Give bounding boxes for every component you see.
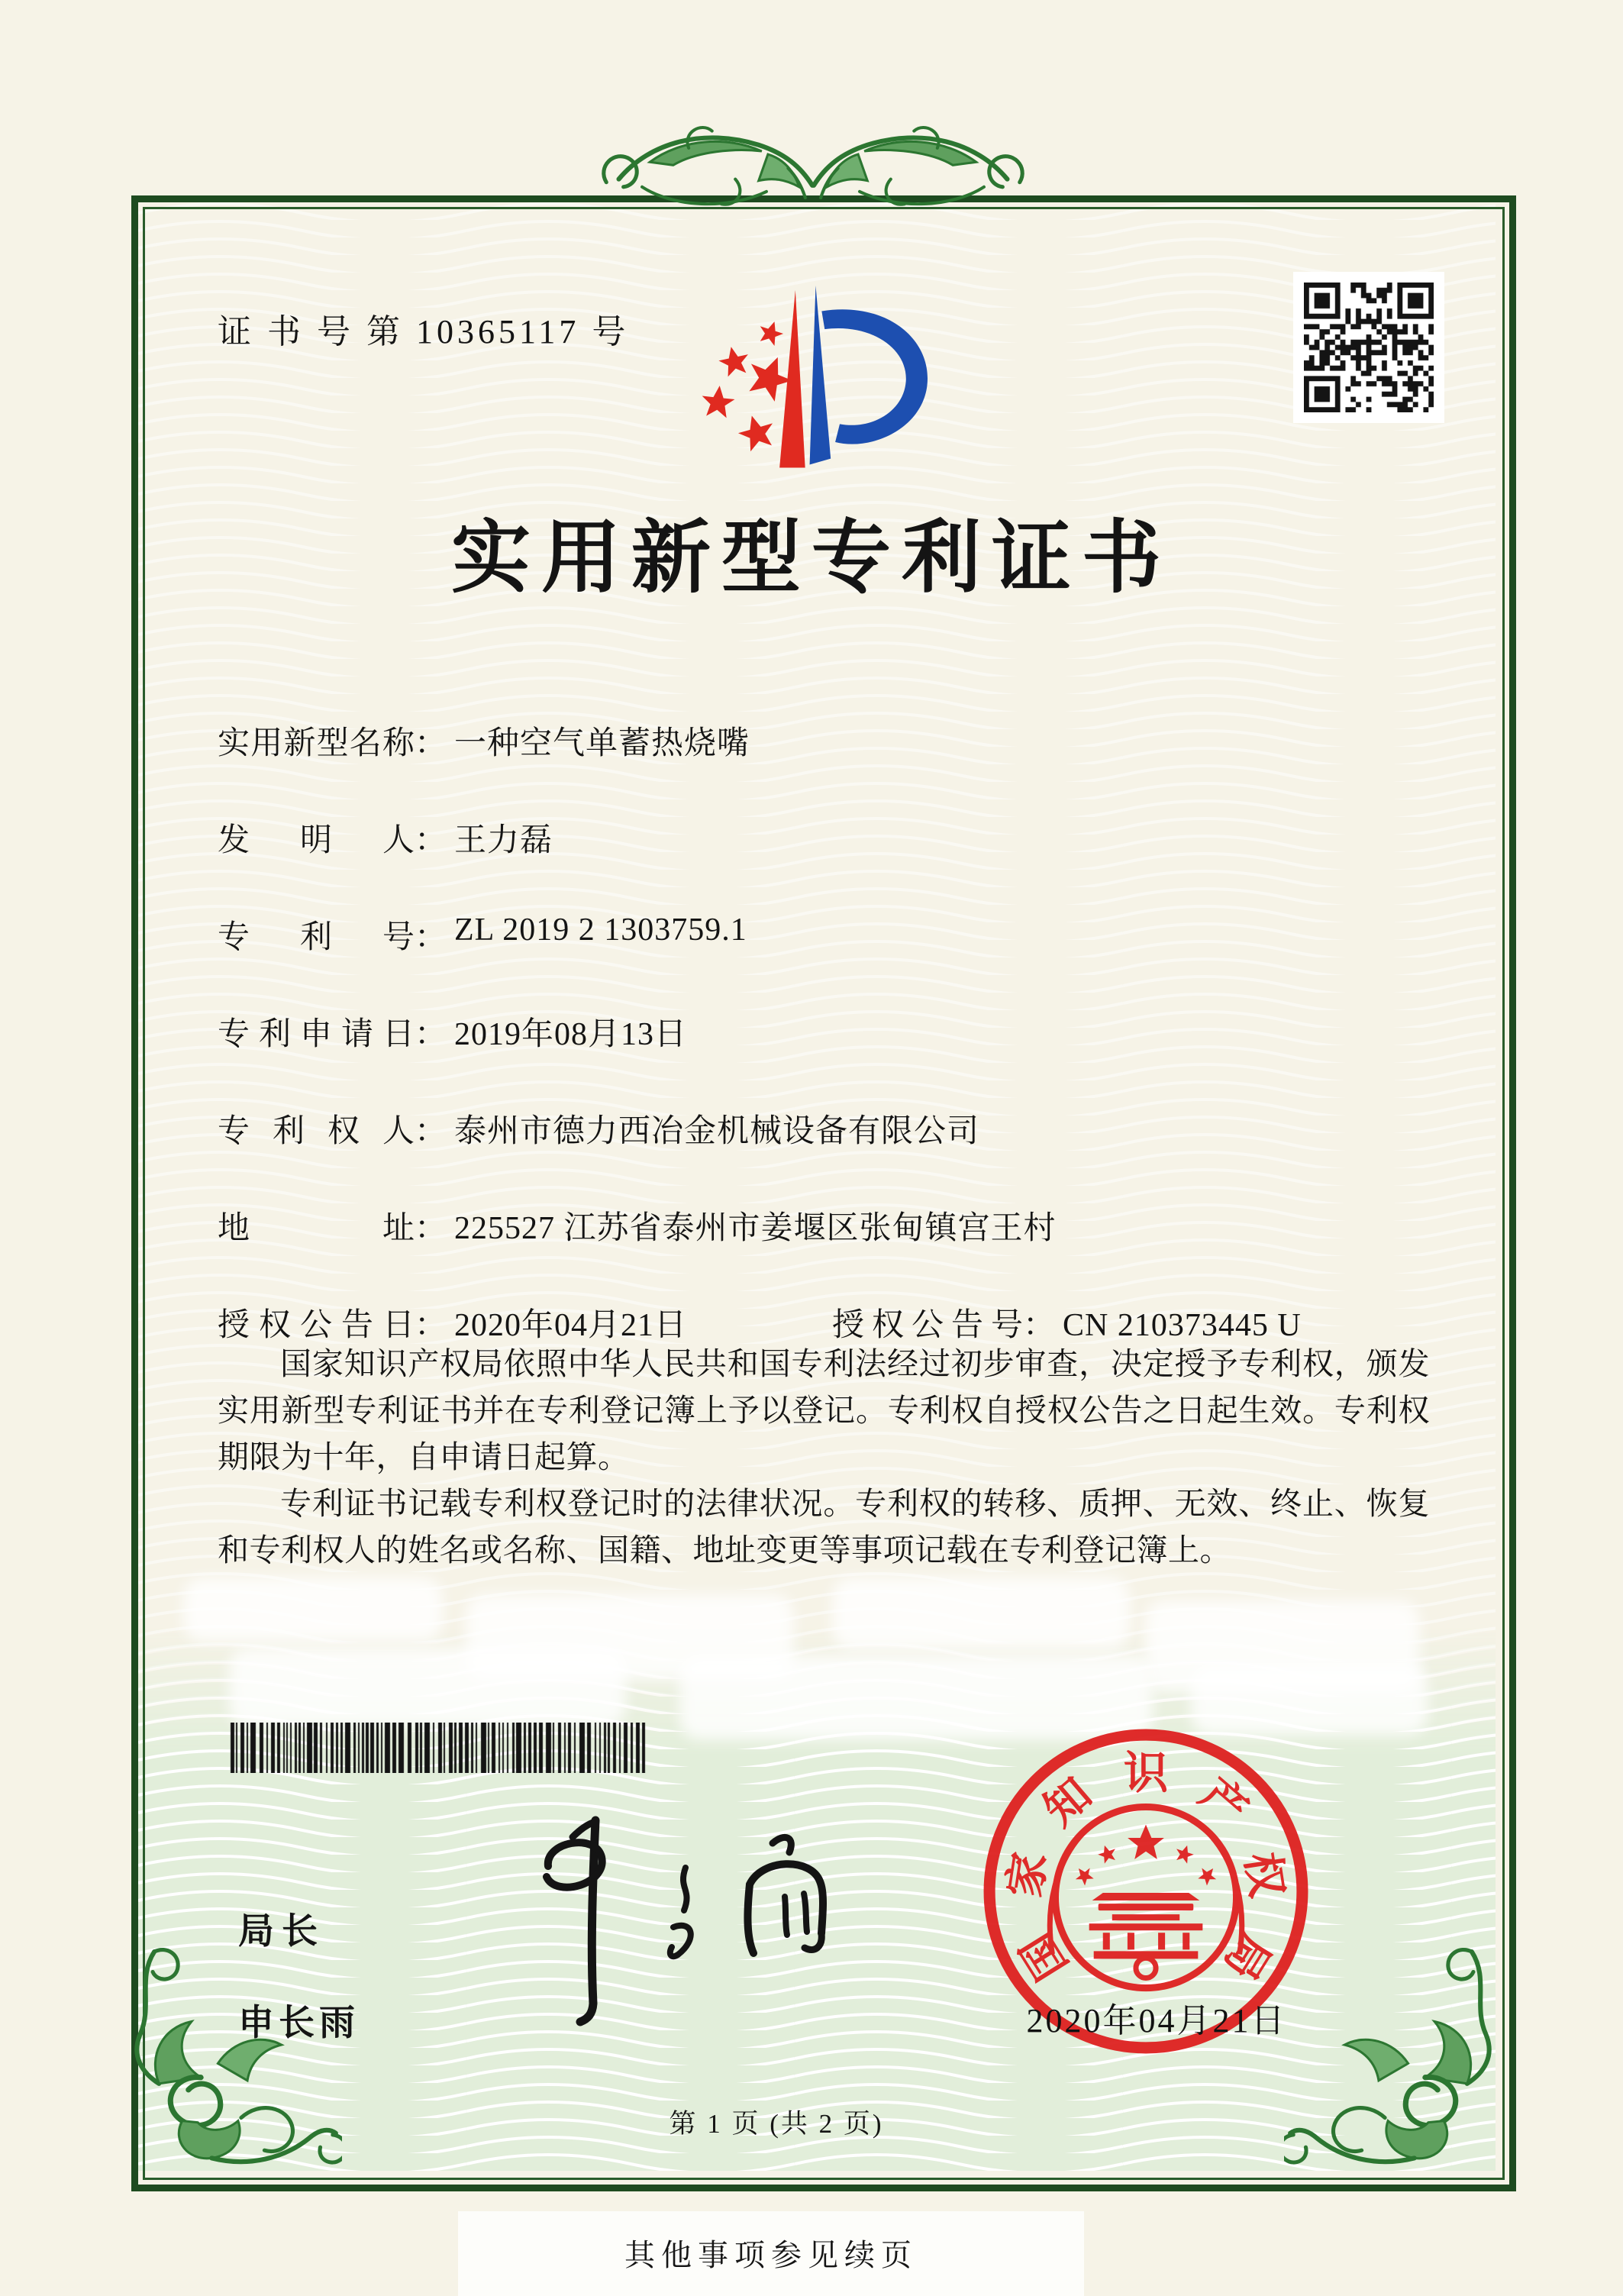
field-colon: ：: [415, 823, 447, 858]
top-center-flourish-ornament: [595, 107, 1031, 241]
field-value: 2020年04月21日: [454, 1308, 688, 1343]
svg-text:产: 产: [1190, 1768, 1257, 1836]
svg-text:识: 识: [1123, 1748, 1169, 1798]
footer-continuation-note: 其他事项参见续页: [624, 2238, 918, 2272]
legal-paragraph-1: 国家知识产权局依照中华人民共和国专利法经过初步审查，决定授予专利权，颁发实用新型专利证书并在专利登记簿上予以登记。专利权自授权公告之日起生效。专利权期限为十年，自申请日起算。: [218, 1346, 1430, 1474]
field-colon: ：: [415, 1308, 447, 1343]
qr-code: [1293, 272, 1444, 423]
field-colon: ：: [415, 1017, 447, 1052]
bottom-right-corner-flourish: [1284, 1947, 1525, 2188]
field-row-filing-date: [218, 1009, 1454, 1052]
national-emblem-icon: [1050, 1807, 1241, 1988]
field-colon: ：: [415, 920, 447, 955]
signer-name-label: 申长雨: [238, 2002, 360, 2043]
grant-no-group: [832, 1300, 1302, 1343]
field-label: 地址: [218, 1211, 415, 1246]
field-label: 专利申请日: [218, 1017, 415, 1052]
field-label: 实用新型名称: [218, 726, 415, 761]
field-colon: ：: [1023, 1308, 1056, 1343]
footer-note-band: [458, 2211, 1084, 2296]
svg-text:知: 知: [1034, 1768, 1102, 1836]
certificate-number: 证 书 号 第 10365117 号: [218, 313, 630, 350]
field-row-inventor: [218, 815, 1454, 858]
field-value: ZL 2019 2 1303759.1: [454, 912, 747, 948]
field-row-address: [218, 1203, 1454, 1246]
field-row-patentee: [218, 1106, 1454, 1149]
cnipa-logo-icon: [682, 278, 945, 499]
page-number: 第 1 页 (共 2 页): [669, 2109, 884, 2139]
grant-date-group: [218, 1300, 832, 1343]
field-value: 一种空气单蓄热烧嘴: [454, 726, 750, 761]
seal-date: 2020年04月21日: [1026, 2002, 1287, 2039]
field-colon: ：: [415, 1114, 447, 1149]
field-label: 授权公告号: [832, 1308, 1023, 1343]
qr-code-image: [1304, 283, 1434, 412]
legal-text-block: [218, 1341, 1430, 1574]
field-value: CN 210373445 U: [1063, 1308, 1302, 1343]
barcode: [229, 1723, 647, 1773]
field-label: 发明人: [218, 823, 415, 858]
white-wash-blob: [229, 1648, 626, 1727]
field-value: 泰州市德力西冶金机械设备有限公司: [454, 1114, 980, 1149]
svg-text:国: 国: [1012, 1924, 1078, 1988]
field-row-utility-model-name: [218, 718, 1454, 761]
legal-paragraph-2: 专利证书记载专利权登记时的法律状况。专利权的转移、质押、无效、终止、恢复和专利权人的姓名或名称、国籍、地址变更等事项记载在专利登记簿上。: [218, 1486, 1430, 1568]
svg-text:家: 家: [999, 1849, 1056, 1901]
field-value: 王力磊: [454, 823, 553, 858]
handwritten-signature: [481, 1811, 878, 2040]
field-label: 专利权人: [218, 1114, 415, 1149]
certificate-fields: [218, 718, 1454, 1343]
barcode-image: [229, 1723, 647, 1773]
white-wash-blob: [183, 1577, 443, 1642]
svg-text:局: 局: [1214, 1924, 1280, 1988]
field-row-patent-number: [218, 912, 1454, 955]
field-colon: ：: [415, 726, 447, 761]
field-colon: ：: [415, 1211, 447, 1246]
certificate-title: 实用新型专利证书: [450, 515, 1172, 602]
field-value: 2019年08月13日: [454, 1017, 688, 1052]
field-value: 225527 江苏省泰州市姜堰区张甸镇宫王村: [454, 1211, 1057, 1246]
field-row-grant: [218, 1300, 1454, 1343]
white-wash-blob: [832, 1577, 1130, 1649]
signer-title-label: 局长: [238, 1910, 325, 1951]
svg-text:权: 权: [1236, 1849, 1292, 1901]
field-label: 授权公告日: [218, 1308, 415, 1343]
bottom-left-corner-flourish: [102, 1947, 342, 2188]
field-label: 专利号: [218, 920, 415, 955]
